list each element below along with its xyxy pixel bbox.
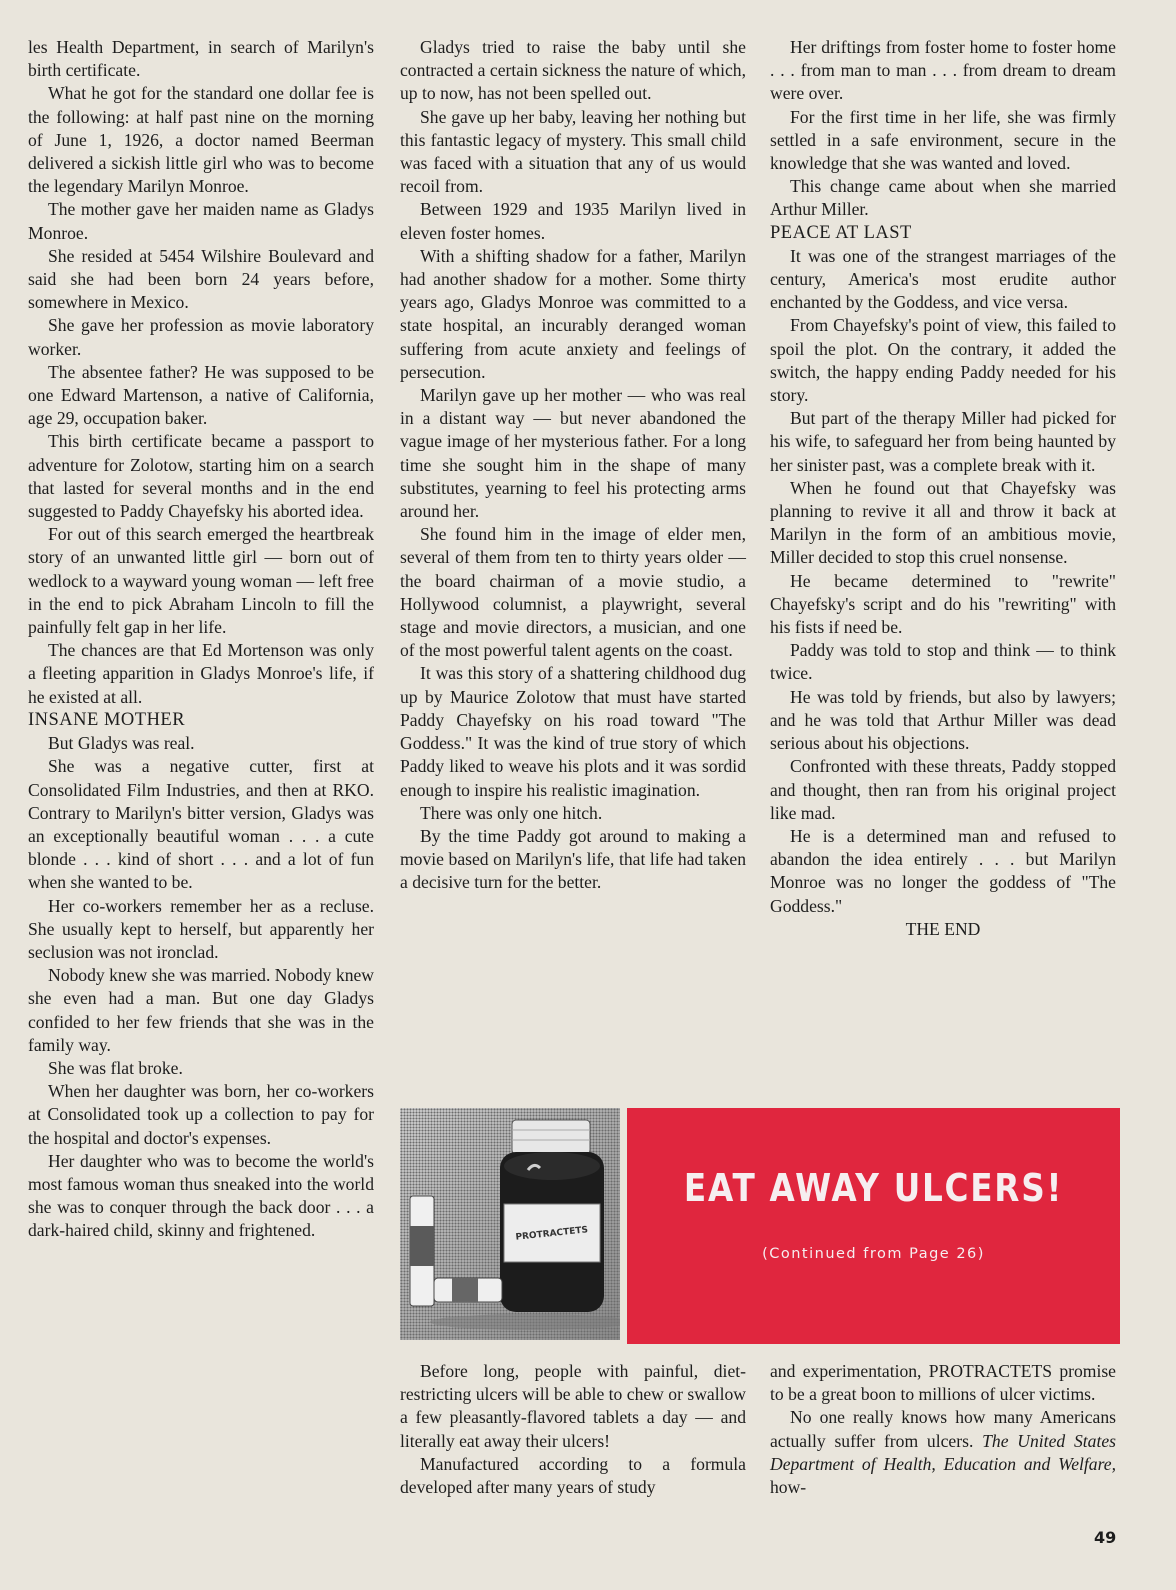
paragraph: He became determined to "rewrite" Chayefsky's script and do his "rewriting" with his fists if need be. (770, 570, 1116, 638)
paragraph: It was this story of a shattering childhood dug up by Maurice Zolotow that must have started Paddy Chayefsky on his road toward "The Goddess." It was the kind of true story of which Paddy liked to weave his plots and it was sordid enough to inspire his realistic imagination. (400, 663, 746, 800)
paragraph: She was a negative cutter, first at Consolidated Film Industries, and then at RKO. Contrary to Marilyn's bitter version, Gladys was an exceptionally beautiful woman . . . a cute blonde . . . kind of short . . . and a lot of fun when she wanted to be. (28, 756, 374, 893)
ad-title: EAT AWAY ULCERS! (683, 1166, 1064, 1210)
paragraph: There was only one hitch. (420, 802, 603, 823)
paragraph: Gladys tried to raise the baby until she contracted a certain sickness the nature of which, up to now, has not been spelled out. (400, 37, 746, 104)
paragraph: She gave up her baby, leaving her nothing but this fantastic legacy of mystery. This small child was faced with a situation that any of us would recoil from. (400, 106, 746, 197)
text-run: No one really knows how many Americans actually suffer from ulcers. (770, 1407, 1116, 1451)
paragraph: The absentee father? He was supposed to be one Edward Martenson, a native of California, age 29, occupation baker. (28, 361, 374, 429)
article-column-2 (400, 36, 746, 895)
paragraph: The chances are that Ed Mortenson was only a fleeting apparition in Gladys Monroe's life, if he existed at all. (28, 640, 374, 707)
paragraph: By the time Paddy got around to making a movie based on Marilyn's life, that life had taken a decisive turn for the better. (400, 825, 746, 893)
paragraph: But part of the therapy Miller had picked for his wife, to safeguard her from being haunted by her sinister past, was a complete break with it. (770, 408, 1116, 475)
jar-label: PROTRACTETS (515, 1225, 589, 1243)
text-run: how- (770, 1477, 807, 1498)
paragraph: But Gladys was real. (48, 733, 195, 754)
ad-banner (627, 1108, 1120, 1344)
italic-run: The United States Department of Health, Education and Welfare, (770, 1430, 1116, 1474)
article-column-3 (770, 36, 1116, 941)
ad-text-column-3 (770, 1360, 1116, 1499)
paragraph: She gave her profession as movie laboratory worker. (28, 315, 374, 359)
paragraph: For the first time in her life, she was firmly settled in a safe environment, secure in the knowledge that she was wanted and loved. (770, 106, 1116, 174)
paragraph: For out of this search emerged the heartbreak story of an unwanted little girl — born out of wedlock to a wayward young woman — left free in the end to pick Abraham Lincoln to fill the painfully felt gap in her life. (28, 524, 374, 638)
paragraph: Paddy was told to stop and think — to think twice. (770, 640, 1116, 684)
paragraph: It was one of the strangest marriages of the century, America's most erudite author enchanted by the Goddess, and vice versa. (770, 245, 1116, 313)
paragraph: When her daughter was born, her co-workers at Consolidated took up a collection to pay for the hospital and doctor's expenses. (28, 1081, 374, 1148)
paragraph: This change came about when she married Arthur Miller. (770, 176, 1116, 220)
paragraph: The mother gave her maiden name as Gladys Monroe. (28, 199, 374, 243)
paragraph: He was told by friends, but also by lawyers; and he was told that Arthur Miller was dead serious about his objections. (770, 686, 1116, 754)
paragraph: She found him in the image of elder men, several of them from ten to thirty years older — the board chairman of a movie studio, a Hollywood columnist, a playwright, several stage and movie directors, a musician, and one of the most powerful talent agents on the coast. (400, 524, 746, 661)
paragraph: He is a determined man and refused to abandon the idea entirely . . . but Marilyn Monroe was no longer the goddess of "The Goddess." (770, 825, 1116, 916)
paragraph (770, 1406, 1116, 1499)
section-heading-peace-at-last: PEACE AT LAST (770, 222, 912, 243)
paragraph: Before long, people with painful, diet-restricting ulcers will be able to chew or swallow a few pleasantly-flavored tablets a day — and literally eat away their ulcers! (400, 1361, 746, 1451)
paragraph: When he found out that Chayefsky was planning to revive it all and throw it back at Marilyn in the form of an ambitious movie, Miller decided to stop this cruel nonsense. (770, 477, 1116, 568)
product-photo (400, 1108, 620, 1340)
the-end-label: THE END (905, 918, 981, 939)
paragraph: and experimentation, PROTRACTETS promise to be a great boon to millions of ulcer victims. (770, 1361, 1116, 1405)
ad-subtitle: (Continued from Page 26) (762, 1246, 985, 1262)
paragraph: Marilyn gave up her mother — who was real in a distant way — but never abandoned the vague image of her mysterious father. For a long time she sought him in the shape of many substitutes, yearning to feel his protecting arms around her. (400, 385, 746, 522)
paragraph: She resided at 5454 Wilshire Boulevard and said she had been born 24 years before, somewhere in Mexico. (28, 245, 374, 313)
paragraph: From Chayefsky's point of view, this failed to spoil the plot. On the contrary, it added the switch, the happy ending Paddy needed for his story. (770, 315, 1116, 406)
paragraph: What he got for the standard one dollar fee is the following: at half past nine on the morning of June 1, 1926, a doctor named Beerman delivered a sickish little girl who was to become the legendary Marilyn Monroe. (28, 83, 374, 197)
paragraph: Her co-workers remember her as a recluse. She usually kept to herself, but apparently her seclusion was not ironclad. (28, 895, 374, 962)
paragraph: Nobody knew she was married. Nobody knew she even had a man. But one day Gladys confided to her few friends that she was in the family way. (28, 965, 374, 1055)
article-column-1 (28, 36, 374, 1243)
section-heading-insane-mother: INSANE MOTHER (28, 709, 186, 730)
paragraph: Her daughter who was to become the world's most famous woman thus sneaked into the world she was to conquer through the back door . . . a dark-haired child, skinny and frightened. (28, 1150, 374, 1241)
ad-text-column-2 (400, 1360, 746, 1499)
pill-jar-illustration (400, 1108, 620, 1340)
paragraph: Manufactured according to a formula developed after many years of study (400, 1453, 746, 1498)
paragraph: This birth certificate became a passport to adventure for Zolotow, starting him on a search that lasted for several months and in the end suggested to Paddy Chayefsky his aborted idea. (28, 431, 374, 522)
paragraph: She was flat broke. (48, 1057, 183, 1078)
page-number: 49 (1094, 1528, 1117, 1547)
paragraph: les Health Department, in search of Marilyn's birth certificate. (28, 37, 374, 81)
paragraph: Her driftings from foster home to foster home . . . from man to man . . . from dream to dream were over. (770, 37, 1116, 104)
paragraph: Confronted with these threats, Paddy stopped and thought, then ran from his original project like mad. (770, 756, 1116, 823)
paragraph: Between 1929 and 1935 Marilyn lived in eleven foster homes. (400, 199, 746, 243)
paragraph: With a shifting shadow for a father, Marilyn had another shadow for a mother. Some thirty years ago, Gladys Monroe was committed to a state hospital, an incurably deranged woman suffering from acute anxiety and feelings of persecution. (400, 245, 746, 382)
